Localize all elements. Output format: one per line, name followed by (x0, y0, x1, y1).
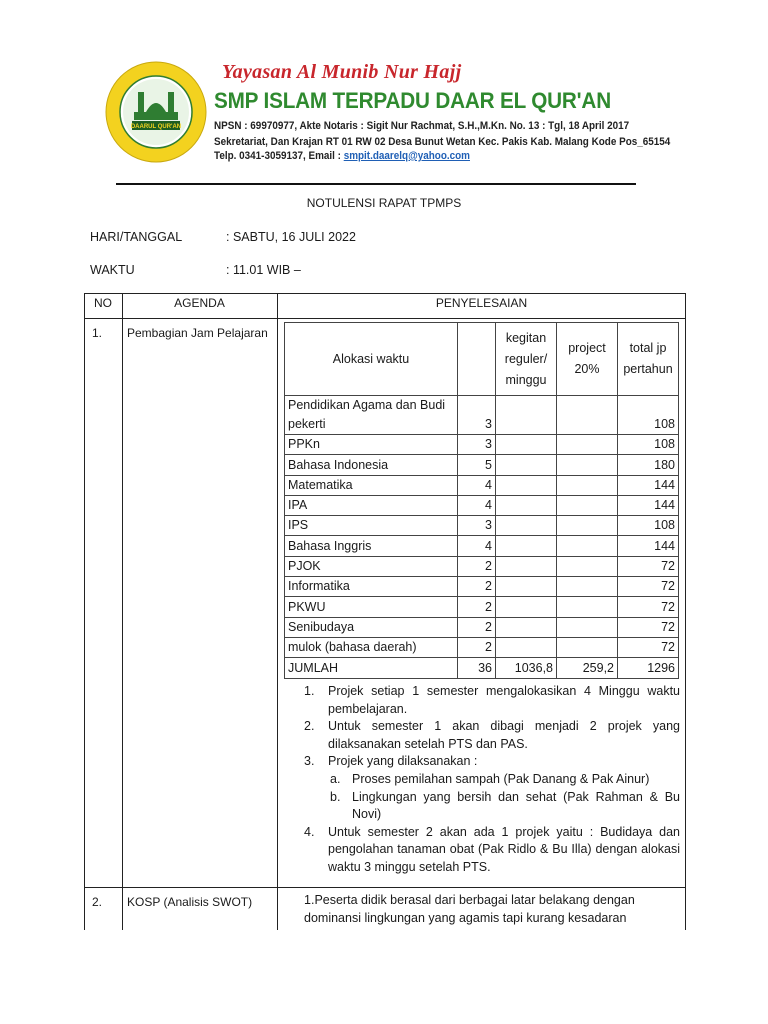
day-label: HARI/TANGGAL (90, 230, 183, 244)
subject-cell: IPA (285, 495, 458, 515)
letterhead-divider (116, 183, 636, 185)
list-text: Proses pemilahan sampah (Pak Danang & Pak Ainur) (352, 771, 650, 786)
reguler-cell (496, 495, 557, 515)
project-cell (557, 556, 618, 576)
allocation-header-row (285, 323, 679, 396)
jp-cell: 4 (458, 475, 496, 495)
list-item (304, 683, 680, 718)
header-row-divider (84, 318, 686, 319)
reguler-cell (496, 617, 557, 637)
allocation-header-cell: Alokasi waktu (285, 323, 458, 396)
reguler-cell (496, 475, 557, 495)
allocation-row (285, 475, 679, 495)
list-number: 2. (304, 719, 315, 734)
allocation-row (285, 617, 679, 637)
list-text: Untuk semester 1 akan dibagi menjadi 2 projek yang dilaksanakan setelah PTS dan PAS. (328, 719, 680, 751)
subject-cell: Informatika (285, 577, 458, 597)
total-cell: 108 (618, 516, 679, 536)
subject-cell: PKWU (285, 597, 458, 617)
allocation-table (284, 322, 679, 679)
letterhead-contact (214, 150, 470, 162)
reguler-cell (496, 637, 557, 657)
total-cell: 108 (618, 396, 679, 435)
school-name: SMP ISLAM TERPADU DAAR EL QUR'AN (214, 88, 611, 113)
column-divider (122, 293, 123, 930)
allocation-total-row (285, 658, 679, 678)
reguler-cell (496, 597, 557, 617)
jp-cell: 3 (458, 516, 496, 536)
allocation-row (285, 495, 679, 515)
allocation-header-cell: total jp pertahun (618, 323, 679, 396)
subject-cell: IPS (285, 516, 458, 536)
allocation-row (285, 435, 679, 455)
subject-cell: Matematika (285, 475, 458, 495)
allocation-header-cell: kegitan reguler/ minggu (496, 323, 557, 396)
reguler-cell (496, 516, 557, 536)
allocation-row (285, 536, 679, 556)
project-cell (557, 617, 618, 637)
list-text: Projek yang dilaksanakan : (328, 754, 478, 769)
list-number: 1. (304, 893, 315, 907)
jp-cell: 2 (458, 617, 496, 637)
project-cell (557, 455, 618, 475)
jp-cell: 2 (458, 577, 496, 597)
project-cell (557, 577, 618, 597)
header-resolution: PENYELESAIAN (435, 296, 528, 310)
header-no: NO (94, 296, 112, 310)
document-title: NOTULENSI RAPAT TPMPS (306, 196, 462, 210)
letterhead-npsn: NPSN : 69970977, Akte Notaris : Sigit Nur Rachmat, S.H.,M.Kn. No. 13 : Tgl, 18 April 2017 (214, 120, 630, 132)
jp-cell: 3 (458, 435, 496, 455)
email-link[interactable]: smpit.daarelq@yahoo.com (343, 150, 470, 162)
project-cell (557, 597, 618, 617)
total-cell: 144 (618, 536, 679, 556)
notes-list (304, 683, 680, 877)
total-cell: 72 (618, 617, 679, 637)
project-cell (557, 435, 618, 455)
project-cell: 259,2 (557, 658, 618, 678)
list-item (304, 892, 680, 927)
project-cell (557, 396, 618, 435)
allocation-row (285, 577, 679, 597)
list-letter: a. (330, 771, 341, 786)
total-cell: 144 (618, 495, 679, 515)
list-number: 3. (304, 754, 315, 769)
reguler-cell (496, 536, 557, 556)
foundation-name: Yayasan Al Munib Nur Hajj (222, 61, 462, 83)
total-cell: 180 (618, 455, 679, 475)
jp-cell: 36 (458, 658, 496, 678)
total-cell: 72 (618, 577, 679, 597)
reguler-cell: 1036,8 (496, 658, 557, 678)
swot-notes-list (304, 892, 680, 927)
project-cell (557, 536, 618, 556)
jp-cell: 2 (458, 597, 496, 617)
allocation-header-cell: project 20% (557, 323, 618, 396)
allocation-row (285, 455, 679, 475)
row-no: 2. (92, 895, 103, 909)
sub-list-item (304, 789, 680, 824)
letterhead-phone: Telp. 0341-3059137, Email : (214, 150, 344, 162)
reguler-cell (496, 435, 557, 455)
subject-cell: JUMLAH (285, 658, 458, 678)
school-logo (104, 60, 208, 164)
subject-cell: Pendidikan Agama dan Budi pekerti (285, 396, 458, 435)
row-divider (84, 887, 686, 888)
total-cell: 144 (618, 475, 679, 495)
allocation-row (285, 516, 679, 536)
allocation-header-cell (458, 323, 496, 396)
total-cell: 72 (618, 637, 679, 657)
list-text: Untuk semester 2 akan ada 1 projek yaitu : Budidaya dan pengolahan tanaman obat (Pak Ridlo & Bu Illa) dengan alokasi waktu 3 minggu setelah PTS. (328, 824, 680, 874)
subject-cell: mulok (bahasa daerah) (285, 637, 458, 657)
subject-cell: Bahasa Inggris (285, 536, 458, 556)
logo-text: DAARUL QUR'AN (130, 124, 182, 130)
row-agenda: Pembagian Jam Pelajaran (127, 326, 268, 340)
header-agenda: AGENDA (174, 296, 225, 310)
list-item (304, 753, 680, 771)
list-number: 4. (304, 824, 315, 839)
jp-cell: 2 (458, 556, 496, 576)
total-cell: 108 (618, 435, 679, 455)
subject-cell: Bahasa Indonesia (285, 455, 458, 475)
subject-cell: Senibudaya (285, 617, 458, 637)
row-agenda: KOSP (Analisis SWOT) (127, 895, 253, 909)
reguler-cell (496, 455, 557, 475)
jp-cell: 4 (458, 536, 496, 556)
column-divider (277, 293, 278, 930)
jp-cell: 4 (458, 495, 496, 515)
jp-cell: 2 (458, 637, 496, 657)
total-cell: 72 (618, 556, 679, 576)
letterhead-address: Sekretariat, Dan Krajan RT 01 RW 02 Desa Bunut Wetan Kec. Pakis Kab. Malang Kode Pos_65154 (214, 136, 671, 148)
list-number: 1. (304, 684, 315, 698)
list-item (304, 718, 680, 753)
list-text: Projek setiap 1 semester mengalokasikan 4 Minggu waktu pembelajaran. (328, 684, 680, 716)
total-cell: 72 (618, 597, 679, 617)
subject-cell: PJOK (285, 556, 458, 576)
list-letter: b. (330, 789, 341, 804)
project-cell (557, 475, 618, 495)
sub-list-item (304, 771, 680, 789)
list-text: Peserta didik berasal dari berbagai latar belakang dengan dominansi lingkungan yang agamis tapi kurang kesadaran (304, 893, 635, 925)
jp-cell: 5 (458, 455, 496, 475)
allocation-row (285, 597, 679, 617)
project-cell (557, 495, 618, 515)
row-no: 1. (92, 326, 103, 340)
reguler-cell (496, 396, 557, 435)
total-cell: 1296 (618, 658, 679, 678)
project-cell (557, 516, 618, 536)
list-text: Lingkungan yang bersih dan sehat (Pak Rahman & Bu Novi) (352, 789, 680, 822)
reguler-cell (496, 577, 557, 597)
reguler-cell (496, 556, 557, 576)
allocation-row (285, 396, 679, 435)
list-item (304, 824, 680, 877)
project-cell (557, 637, 618, 657)
time-label: WAKTU (90, 263, 135, 277)
jp-cell: 3 (458, 396, 496, 435)
day-value: : SABTU, 16 JULI 2022 (226, 230, 356, 244)
time-value: : 11.01 WIB – (226, 263, 301, 277)
subject-cell: PPKn (285, 435, 458, 455)
allocation-row (285, 556, 679, 576)
allocation-row (285, 637, 679, 657)
